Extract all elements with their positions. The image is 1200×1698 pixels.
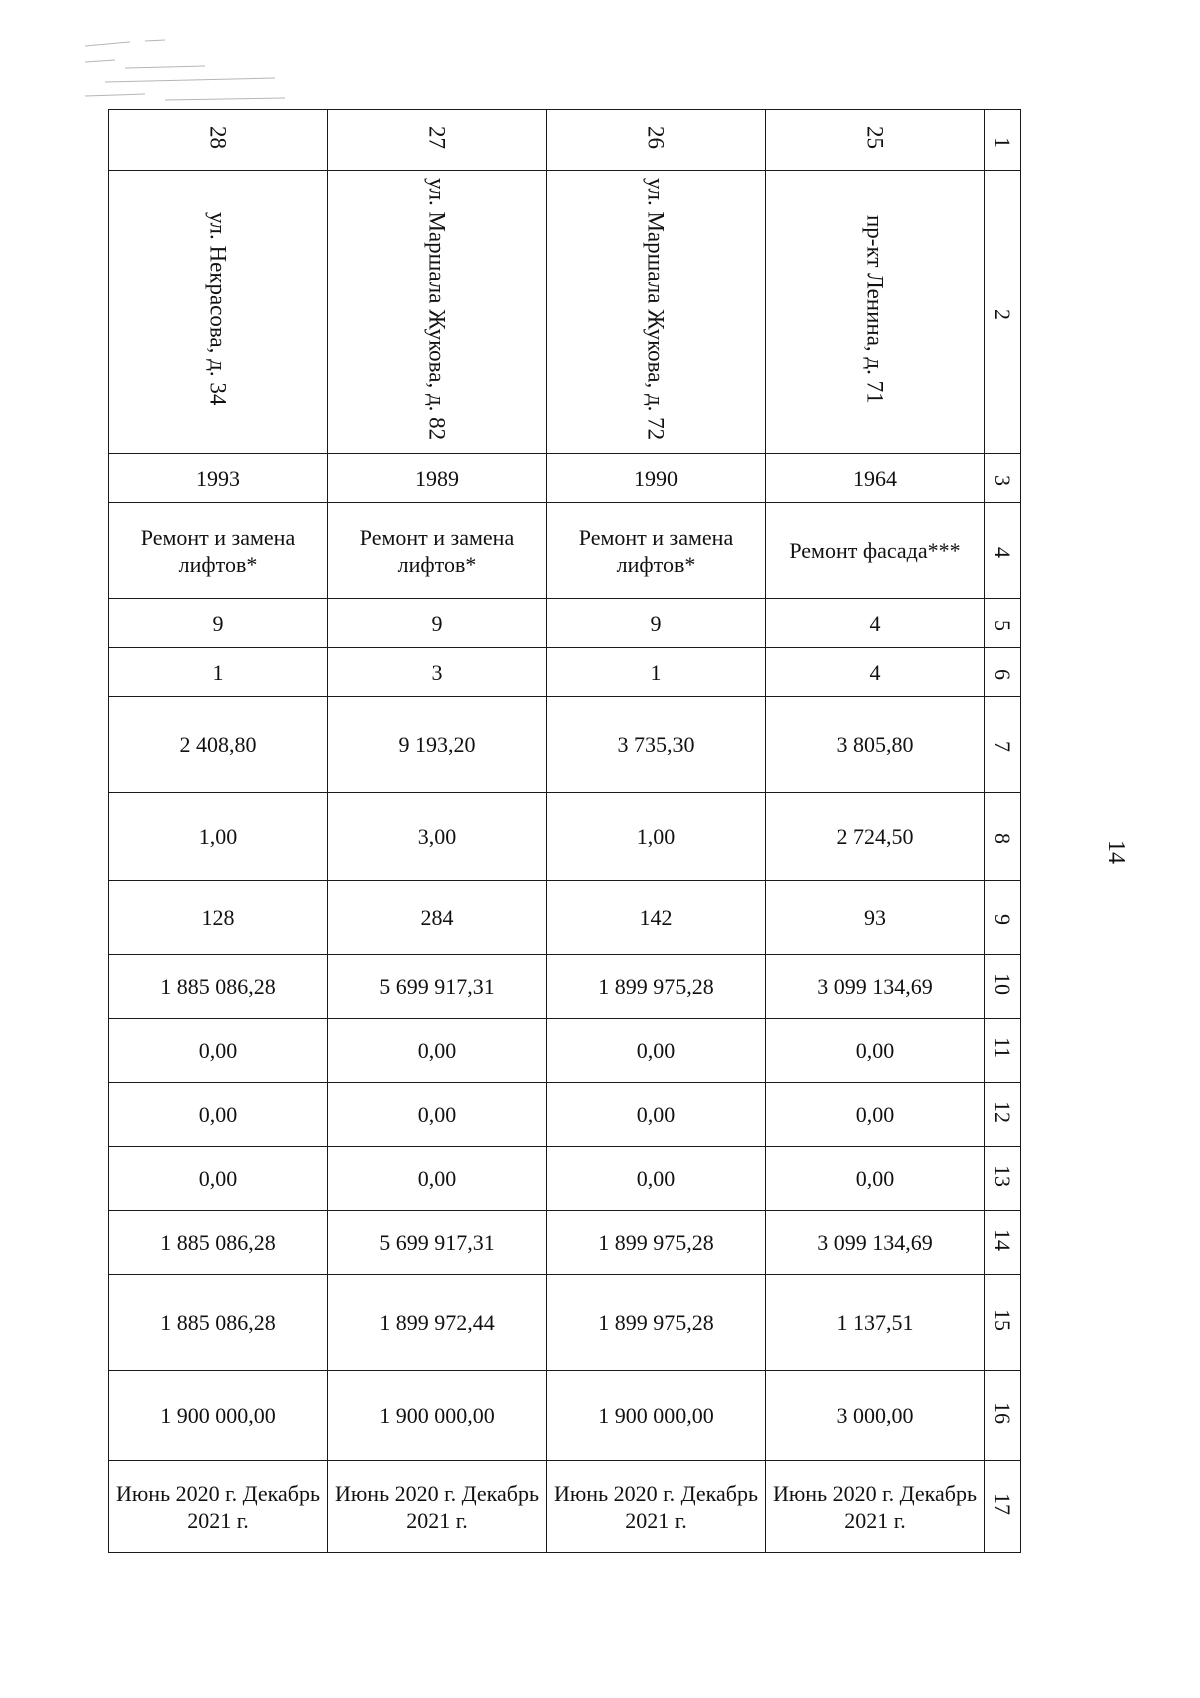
- column-number: 9: [985, 881, 1021, 955]
- cell-unit-cost: 1 899 975,28: [547, 1275, 766, 1371]
- row-col7-area: [109, 697, 1021, 793]
- cell-cost-fund: 5 699 917,31: [328, 1211, 547, 1275]
- column-number: 7: [985, 697, 1021, 793]
- column-number: 17: [985, 1461, 1021, 1553]
- cell-limit-cost: 1 900 000,00: [328, 1371, 547, 1461]
- cell-volume: 2 724,50: [766, 793, 985, 881]
- cell-volume: 1,00: [547, 793, 766, 881]
- cell-address: ул. Маршала Жукова, д. 82: [328, 171, 547, 454]
- cell-period: Июнь 2020 г. Декабрь 2021 г.: [766, 1461, 985, 1553]
- cell-cost-c: 0,00: [328, 1147, 547, 1211]
- cell-unit-cost: 1 899 972,44: [328, 1275, 547, 1371]
- row-col14-cost-fund: [109, 1211, 1021, 1275]
- cell-work-type: Ремонт и замена лифтов*: [328, 503, 547, 599]
- cell-unit-cost: 1 885 086,28: [109, 1275, 328, 1371]
- cell-cost-a: 0,00: [109, 1019, 328, 1083]
- cell-cost-b: 0,00: [109, 1083, 328, 1147]
- row-col12-cost-b: [109, 1083, 1021, 1147]
- column-number: 15: [985, 1275, 1021, 1371]
- row-col6-count: [109, 648, 1021, 697]
- cell-floors: 9: [328, 599, 547, 648]
- cell-limit-cost: 1 900 000,00: [109, 1371, 328, 1461]
- cell-cost-total: 5 699 917,31: [328, 955, 547, 1019]
- cell-floors: 9: [547, 599, 766, 648]
- cell-address: ул. Некрасова, д. 34: [109, 171, 328, 454]
- column-number: 16: [985, 1371, 1021, 1461]
- row-col15-unit-cost: [109, 1275, 1021, 1371]
- cell-count: 4: [766, 648, 985, 697]
- cell-no: 27: [328, 110, 547, 171]
- cell-area: 9 193,20: [328, 697, 547, 793]
- cell-cost-fund: 1 885 086,28: [109, 1211, 328, 1275]
- row-col8-volume: [109, 793, 1021, 881]
- cell-cost-a: 0,00: [328, 1019, 547, 1083]
- cell-year: 1964: [766, 454, 985, 503]
- column-number: 6: [985, 648, 1021, 697]
- cell-cost-a: 0,00: [766, 1019, 985, 1083]
- column-number: 5: [985, 599, 1021, 648]
- cell-period: Июнь 2020 г. Декабрь 2021 г.: [109, 1461, 328, 1553]
- cell-residents: 284: [328, 881, 547, 955]
- column-number: 10: [985, 955, 1021, 1019]
- cell-cost-total: 1 899 975,28: [547, 955, 766, 1019]
- cell-volume: 3,00: [328, 793, 547, 881]
- cell-work-type: Ремонт и замена лифтов*: [547, 503, 766, 599]
- cell-cost-total: 1 885 086,28: [109, 955, 328, 1019]
- cell-limit-cost: 3 000,00: [766, 1371, 985, 1461]
- row-col1-no: [109, 110, 1021, 171]
- row-col3-year: [109, 454, 1021, 503]
- cell-count: 1: [547, 648, 766, 697]
- cell-year: 1993: [109, 454, 328, 503]
- row-col5-floors: [109, 599, 1021, 648]
- row-col4-work-type: [109, 503, 1021, 599]
- cell-residents: 93: [766, 881, 985, 955]
- cell-cost-fund: 3 099 134,69: [766, 1211, 985, 1275]
- row-col9-residents: [109, 881, 1021, 955]
- row-col11-cost-a: [109, 1019, 1021, 1083]
- cell-cost-fund: 1 899 975,28: [547, 1211, 766, 1275]
- cell-cost-b: 0,00: [547, 1083, 766, 1147]
- cell-period: Июнь 2020 г. Декабрь 2021 г.: [547, 1461, 766, 1553]
- cell-work-type: Ремонт и замена лифтов*: [109, 503, 328, 599]
- cell-area: 3 735,30: [547, 697, 766, 793]
- column-number: 11: [985, 1019, 1021, 1083]
- scan-artifact: [85, 38, 305, 118]
- cell-address: ул. Маршала Жукова, д. 72: [547, 171, 766, 454]
- cell-cost-c: 0,00: [547, 1147, 766, 1211]
- column-number: 8: [985, 793, 1021, 881]
- cell-floors: 9: [109, 599, 328, 648]
- column-number: 13: [985, 1147, 1021, 1211]
- cell-count: 1: [109, 648, 328, 697]
- cell-area: 3 805,80: [766, 697, 985, 793]
- cell-work-type: Ремонт фасада***: [766, 503, 985, 599]
- column-number: 1: [985, 110, 1021, 171]
- cell-area: 2 408,80: [109, 697, 328, 793]
- cell-no: 26: [547, 110, 766, 171]
- cell-volume: 1,00: [109, 793, 328, 881]
- cell-cost-b: 0,00: [766, 1083, 985, 1147]
- column-number: 2: [985, 171, 1021, 454]
- cell-cost-b: 0,00: [328, 1083, 547, 1147]
- row-col16-limit-cost: [109, 1371, 1021, 1461]
- cell-year: 1989: [328, 454, 547, 503]
- cell-residents: 128: [109, 881, 328, 955]
- repair-schedule-table: [108, 109, 1021, 1553]
- cell-cost-total: 3 099 134,69: [766, 955, 985, 1019]
- cell-cost-c: 0,00: [109, 1147, 328, 1211]
- row-col17-period: [109, 1461, 1021, 1553]
- column-number: 4: [985, 503, 1021, 599]
- column-number: 12: [985, 1083, 1021, 1147]
- cell-no: 28: [109, 110, 328, 171]
- row-col10-cost-total: [109, 955, 1021, 1019]
- cell-cost-c: 0,00: [766, 1147, 985, 1211]
- cell-cost-a: 0,00: [547, 1019, 766, 1083]
- cell-year: 1990: [547, 454, 766, 503]
- cell-residents: 142: [547, 881, 766, 955]
- cell-floors: 4: [766, 599, 985, 648]
- cell-count: 3: [328, 648, 547, 697]
- cell-period: Июнь 2020 г. Декабрь 2021 г.: [328, 1461, 547, 1553]
- cell-address: пр-кт Ленина, д. 71: [766, 171, 985, 454]
- column-number: 14: [985, 1211, 1021, 1275]
- cell-unit-cost: 1 137,51: [766, 1275, 985, 1371]
- row-col2-address: [109, 171, 1021, 454]
- cell-limit-cost: 1 900 000,00: [547, 1371, 766, 1461]
- page-number: 14: [1103, 840, 1130, 864]
- column-number: 3: [985, 454, 1021, 503]
- cell-no: 25: [766, 110, 985, 171]
- row-col13-cost-c: [109, 1147, 1021, 1211]
